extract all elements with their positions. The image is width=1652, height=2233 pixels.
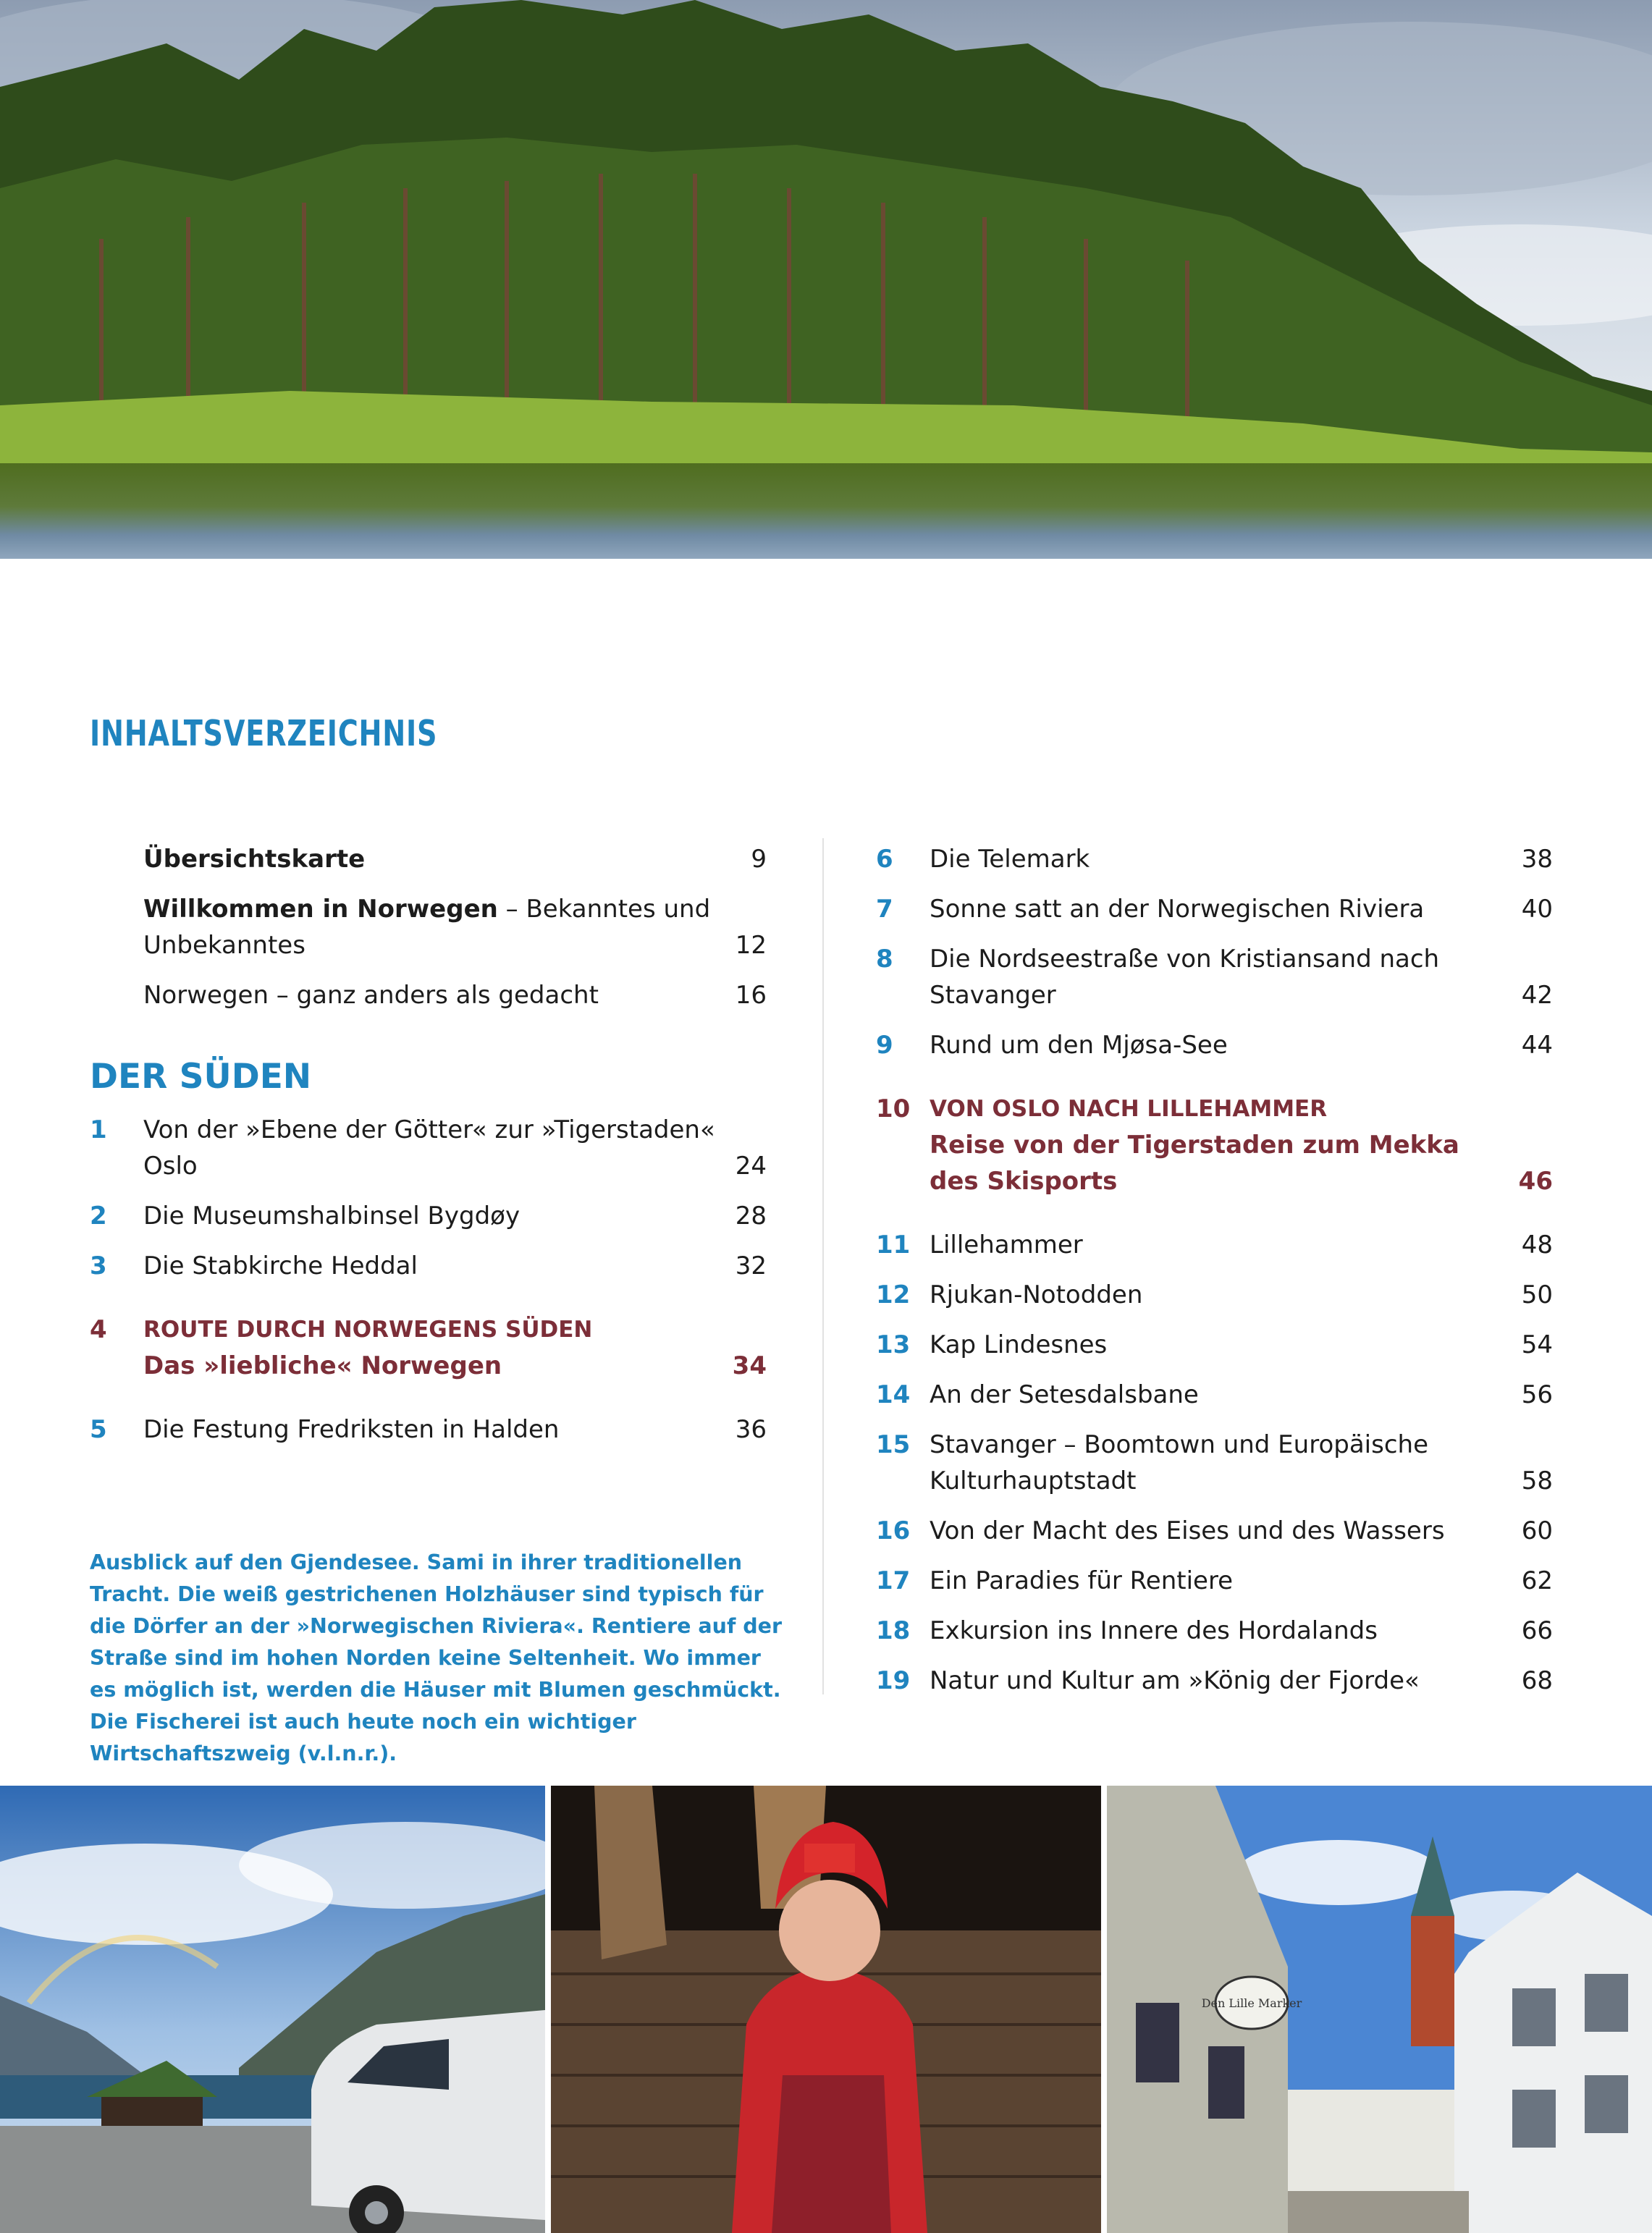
toc-entry-12[interactable]	[876, 1277, 1553, 1313]
toc-entry-title-text: Die Museumshalbinsel Bygdøy	[143, 1202, 521, 1231]
toc-entry-title-text: Lillehammer	[930, 1231, 1083, 1259]
toc-entry-title	[930, 1663, 1504, 1699]
toc-entry-number: 13	[876, 1330, 911, 1359]
page-title: INHALTSVERZEICHNIS	[90, 713, 438, 754]
toc-entry-page: 66	[1521, 1616, 1553, 1645]
section-heading-sueden: DER SÜDEN	[90, 1057, 312, 1097]
toc-entry-page: 44	[1521, 1031, 1553, 1060]
toc-entry-title-text: Die Nordseestraße von Kristiansand nach Stavanger	[930, 945, 1440, 1010]
toc-entry-16[interactable]	[876, 1513, 1553, 1549]
toc-left-column	[90, 841, 767, 1461]
toc-entry-title	[143, 1312, 715, 1384]
toc-entry-number: 11	[876, 1231, 911, 1259]
toc-entry-page: 56	[1521, 1380, 1553, 1409]
toc-entry-number: 16	[876, 1516, 911, 1545]
toc-entry-title-part: Norwegen – ganz anders als gedacht	[143, 981, 599, 1010]
toc-entry-title-part: Willkommen in Norwegen	[143, 895, 498, 924]
toc-entry-page: 50	[1521, 1280, 1553, 1309]
toc-entry-number: 15	[876, 1430, 911, 1459]
toc-right-entries	[876, 841, 1553, 1699]
toc-entry-title	[930, 1327, 1504, 1363]
toc-entry-18[interactable]	[876, 1613, 1553, 1649]
toc-entry-title-text: Sonne satt an der Norwegischen Riviera	[930, 895, 1425, 924]
toc-entry-1[interactable]	[90, 1112, 767, 1184]
toc-entry-page: 68	[1521, 1666, 1553, 1695]
toc-entry-title	[143, 1198, 718, 1234]
toc-entry-2[interactable]	[90, 1198, 767, 1234]
toc-entry-title	[143, 891, 718, 963]
toc-entry-title-text: Die Festung Fredriksten in Halden	[143, 1415, 560, 1444]
route-caps-title: VON OSLO NACH LILLEHAMMER	[930, 1096, 1328, 1122]
toc-entry-page: 24	[735, 1152, 767, 1181]
toc-entry-title	[930, 891, 1504, 927]
forest-lake-photo	[0, 0, 1652, 559]
toc-entry-11[interactable]	[876, 1227, 1553, 1263]
toc-entry-title	[930, 1277, 1504, 1313]
toc-entry-title	[930, 1227, 1504, 1263]
toc-entry-number: 2	[90, 1202, 107, 1231]
toc-entry-number: 5	[90, 1415, 107, 1444]
toc-entry-title	[930, 1091, 1501, 1199]
toc-left-entries	[90, 1112, 767, 1448]
toc-entry-14[interactable]	[876, 1377, 1553, 1413]
toc-entry-6[interactable]	[876, 841, 1553, 877]
toc-entry-title-text: Die Stabkirche Heddal	[143, 1251, 418, 1280]
toc-entry-title-part: – Bekanntes und Unbekanntes	[143, 895, 711, 960]
toc-entry-page: 46	[1518, 1167, 1553, 1196]
toc-entry-number: 14	[876, 1380, 911, 1409]
toc-entry-title-part: Übersichtskarte	[143, 845, 366, 874]
toc-entry-number: 10	[876, 1094, 911, 1123]
toc-route-entry-10[interactable]	[876, 1091, 1553, 1199]
toc-entry-title-text: Rjukan-Notodden	[930, 1280, 1143, 1309]
toc-entry-number: 17	[876, 1566, 911, 1595]
toc-entry-title-text: Rund um den Mjøsa-See	[930, 1031, 1228, 1060]
toc-entry-page: 42	[1521, 981, 1553, 1010]
toc-entry-title	[930, 1377, 1504, 1413]
toc-right-column	[876, 841, 1553, 1713]
toc-entry-7[interactable]	[876, 891, 1553, 927]
toc-entry-9[interactable]	[876, 1027, 1553, 1063]
toc-entry-title	[930, 1427, 1504, 1499]
toc-entry-number: 6	[876, 845, 893, 874]
toc-entry-title	[143, 1248, 718, 1284]
toc-entry-page: 9	[751, 845, 767, 874]
toc-entry-title	[930, 1027, 1504, 1063]
toc-entry-title	[930, 841, 1504, 877]
toc-entry-title	[143, 1112, 718, 1184]
toc-entry-page: 60	[1521, 1516, 1553, 1545]
toc-entry-number: 19	[876, 1666, 911, 1695]
toc-entry-page: 16	[735, 981, 767, 1010]
toc-entry-page: 58	[1521, 1466, 1553, 1495]
toc-entry-number: 12	[876, 1280, 911, 1309]
toc-route-entry-4[interactable]	[90, 1312, 767, 1384]
toc-entry-number: 4	[90, 1315, 107, 1344]
toc-entry-page: 34	[732, 1351, 767, 1380]
toc-entry-number: 3	[90, 1251, 107, 1280]
toc-entry-title	[930, 1563, 1504, 1599]
gjendesee-photo	[0, 1786, 545, 2233]
toc-entry-number: 9	[876, 1031, 893, 1060]
shop-sign-text: Den Lille Marker	[1201, 1996, 1302, 2010]
toc-entry-page: 32	[735, 1251, 767, 1280]
toc-entry-5[interactable]	[90, 1411, 767, 1448]
toc-entry-number: 8	[876, 945, 893, 974]
riviera-town-photo	[1107, 1786, 1652, 2233]
toc-entry-page: 12	[735, 931, 767, 960]
toc-entry-page: 54	[1521, 1330, 1553, 1359]
toc-entry-title-text: Exkursion ins Innere des Hordalands	[930, 1616, 1378, 1645]
toc-entry-title-text: Natur und Kultur am »König der Fjorde«	[930, 1666, 1420, 1695]
toc-entry-front-1[interactable]	[90, 841, 767, 877]
toc-entry-19[interactable]	[876, 1663, 1553, 1699]
toc-entry-page: 62	[1521, 1566, 1553, 1595]
toc-entry-page: 28	[735, 1202, 767, 1231]
toc-entry-13[interactable]	[876, 1327, 1553, 1363]
toc-entry-title-text: Von der Macht des Eises und des Wassers	[930, 1516, 1445, 1545]
sami-woman-photo	[551, 1786, 1101, 2233]
toc-entry-page: 48	[1521, 1231, 1553, 1259]
toc-entry-15[interactable]	[876, 1427, 1553, 1499]
toc-entry-3[interactable]	[90, 1248, 767, 1284]
route-caps-title: ROUTE DURCH NORWEGENS SÜDEN	[143, 1317, 593, 1343]
toc-entry-page: 38	[1521, 845, 1553, 874]
toc-entry-title	[143, 841, 733, 877]
toc-entry-title	[930, 941, 1504, 1013]
toc-entry-title	[143, 977, 718, 1013]
toc-entry-title-text: An der Setesdalsbane	[930, 1380, 1199, 1409]
toc-entry-page: 36	[735, 1415, 767, 1444]
toc-entry-title	[930, 1613, 1504, 1649]
toc-entry-title-text: Das »liebliche« Norwegen	[143, 1351, 502, 1380]
toc-entry-title-text: Die Telemark	[930, 845, 1090, 874]
column-divider	[822, 838, 824, 1694]
toc-entry-number: 1	[90, 1115, 107, 1144]
toc-entry-title-text: Stavanger – Boomtown und Europäische Kulturhauptstadt	[930, 1430, 1428, 1495]
front-matter-list	[90, 841, 767, 1013]
toc-entry-number: 7	[876, 895, 893, 924]
toc-entry-number: 18	[876, 1616, 911, 1645]
toc-entry-page: 40	[1521, 895, 1553, 924]
toc-entry-17[interactable]	[876, 1563, 1553, 1599]
toc-entry-title-text: Reise von der Tigerstaden zum Mekka des Skisports	[930, 1131, 1459, 1196]
toc-entry-title-text: Kap Lindesnes	[930, 1330, 1108, 1359]
toc-entry-title	[930, 1513, 1504, 1549]
toc-entry-front-2[interactable]	[90, 891, 767, 963]
toc-entry-8[interactable]	[876, 941, 1553, 1013]
toc-entry-title-text: Von der »Ebene der Götter« zur »Tigerstaden« Oslo	[143, 1115, 715, 1181]
toc-entry-title-text: Ein Paradies für Rentiere	[930, 1566, 1234, 1595]
toc-entry-title	[143, 1411, 718, 1448]
photo-caption: Ausblick auf den Gjendesee. Sami in ihrer traditionellen Tracht. Die weiß gestrichenen Holzhäuser sind typisch für die Dörfer an der »Norwegischen Riviera«. Rentiere auf der Straße sind im hohen Norden keine Seltenheit. Wo immer es möglich ist, werden die Häuser mit Blumen geschmückt. Die Fischerei ist auch heute noch ein wichtiger Wirtschaftszweig (v.l.n.r.).	[90, 1550, 783, 1765]
toc-entry-front-3[interactable]	[90, 977, 767, 1013]
